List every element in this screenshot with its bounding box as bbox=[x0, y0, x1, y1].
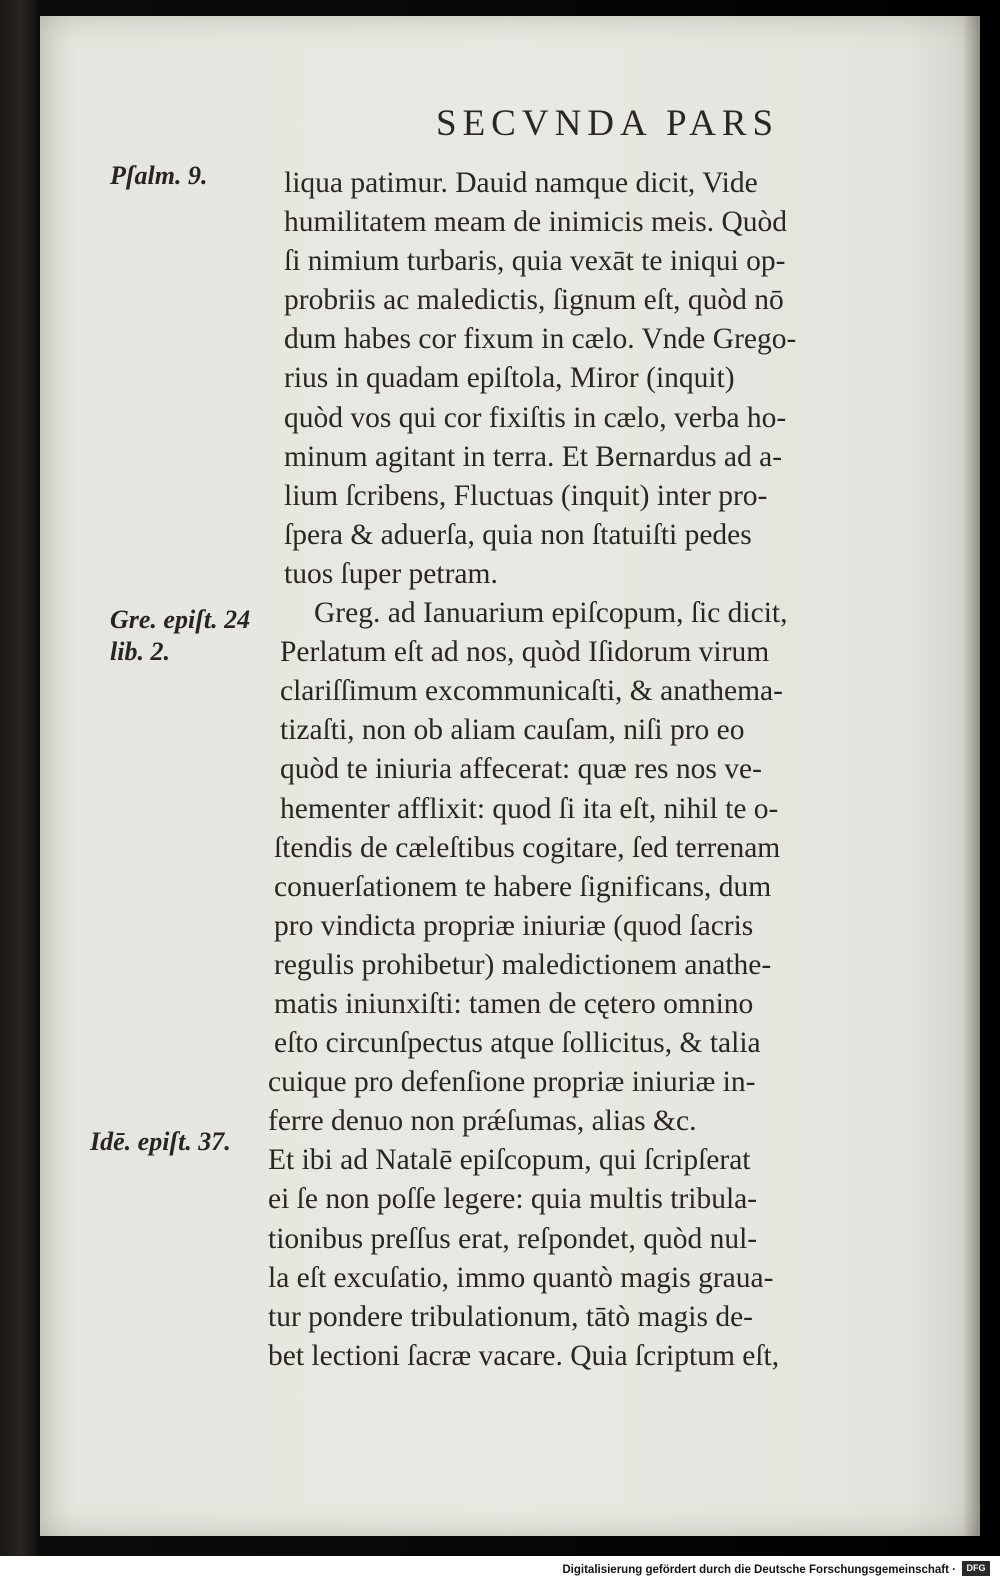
text-line: lium ſcribens, Fluctuas (inquit) inter pro- bbox=[284, 479, 768, 512]
text-line: regulis prohibetur) maledictionem anathe- bbox=[274, 948, 772, 981]
text-line: conuerſationem te habere ſignificans, dum bbox=[274, 870, 772, 903]
text-line: liqua patimur. Dauid namque dicit, Vide bbox=[284, 167, 758, 199]
text-line: quòd te iniuria affecerat: quæ res nos ve- bbox=[280, 753, 762, 786]
text-line: tionibus preſſus erat, reſpondet, quòd nul- bbox=[268, 1222, 758, 1255]
text-line: dum habes cor fixum in cælo. Vnde Grego- bbox=[284, 323, 797, 356]
text-line: quòd vos qui cor fixiſtis in cælo, verba ho- bbox=[284, 401, 787, 434]
book-page bbox=[40, 16, 980, 1536]
text-line: humilitatem meam de inimicis meis. Quòd bbox=[284, 206, 788, 239]
running-head: SECVNDA PARS bbox=[436, 103, 780, 144]
text-line: eſto circunſpectus atque ſollicitus, & talia bbox=[274, 1027, 761, 1060]
text-line: la eſt excuſatio, immo quantò magis graua- bbox=[268, 1261, 774, 1294]
text-line: Perlatum eſt ad nos, quòd Iſidorum virum bbox=[280, 636, 770, 669]
text-line: Greg. ad Ianuarium epiſcopum, ſic dicit, bbox=[314, 597, 788, 630]
text-line: ſi nimium turbaris, quia vexāt te iniqui op- bbox=[284, 245, 786, 278]
text-line: ſtendis de cæleſtibus cogitare, ſed terrenam bbox=[274, 831, 781, 864]
dfg-logo: DFG bbox=[962, 1561, 990, 1576]
footer-bar bbox=[0, 1556, 1000, 1580]
text-line: tizaſti, non ob aliam cauſam, niſi pro eo bbox=[280, 714, 745, 747]
text-line: rius in quadam epiſtola, Miror (inquit) bbox=[284, 362, 735, 395]
text-line: Et ibi ad Natalē epiſcopum, qui ſcripſerat bbox=[268, 1144, 751, 1177]
text-line: bet lectioni ſacræ vacare. Quia ſcriptum eſt, bbox=[268, 1339, 780, 1372]
page-edge-shadow bbox=[962, 16, 980, 1536]
text-line: clariſſimum excommunicaſti, & anathema- bbox=[280, 675, 783, 708]
text-line: minum agitant in terra. Et Bernardus ad a- bbox=[284, 440, 783, 473]
text-line: matis iniunxiſti: tamen de cętero omnino bbox=[274, 987, 754, 1020]
marginal-note: lib. 2. bbox=[110, 637, 170, 666]
body-text bbox=[268, 164, 944, 1376]
text-line: ei ſe non poſſe legere: quia multis tribula- bbox=[268, 1183, 758, 1216]
text-line: ſpera & aduerſa, quia non ſtatuiſti pedes bbox=[284, 518, 752, 551]
marginal-note: Pſalm. 9. bbox=[110, 161, 208, 190]
marginal-note: Idē. epiſt. 37. bbox=[90, 1127, 231, 1156]
text-line: ferre denuo non prǽſumas, alias &c. bbox=[268, 1105, 697, 1138]
text-line: cuique pro defenſione propriæ iniuriæ in- bbox=[268, 1066, 756, 1099]
text-line: hementer afflixit: quod ſi ita eſt, nihil te o- bbox=[280, 792, 779, 825]
marginal-note: Gre. epiſt. 24 bbox=[110, 605, 251, 634]
text-line: tur pondere tribulationum, tātò magis de- bbox=[268, 1300, 753, 1333]
text-line: probriis ac maledictis, ſignum eſt, quòd nō bbox=[284, 284, 784, 317]
text-line: pro vindicta propriæ iniuriæ (quod ſacris bbox=[274, 909, 754, 942]
text-line: tuos ſuper petram. bbox=[284, 557, 498, 590]
funding-notice: Digitalisierung gefördert durch die Deutsche Forschungsgemeinschaft · bbox=[562, 1564, 956, 1576]
